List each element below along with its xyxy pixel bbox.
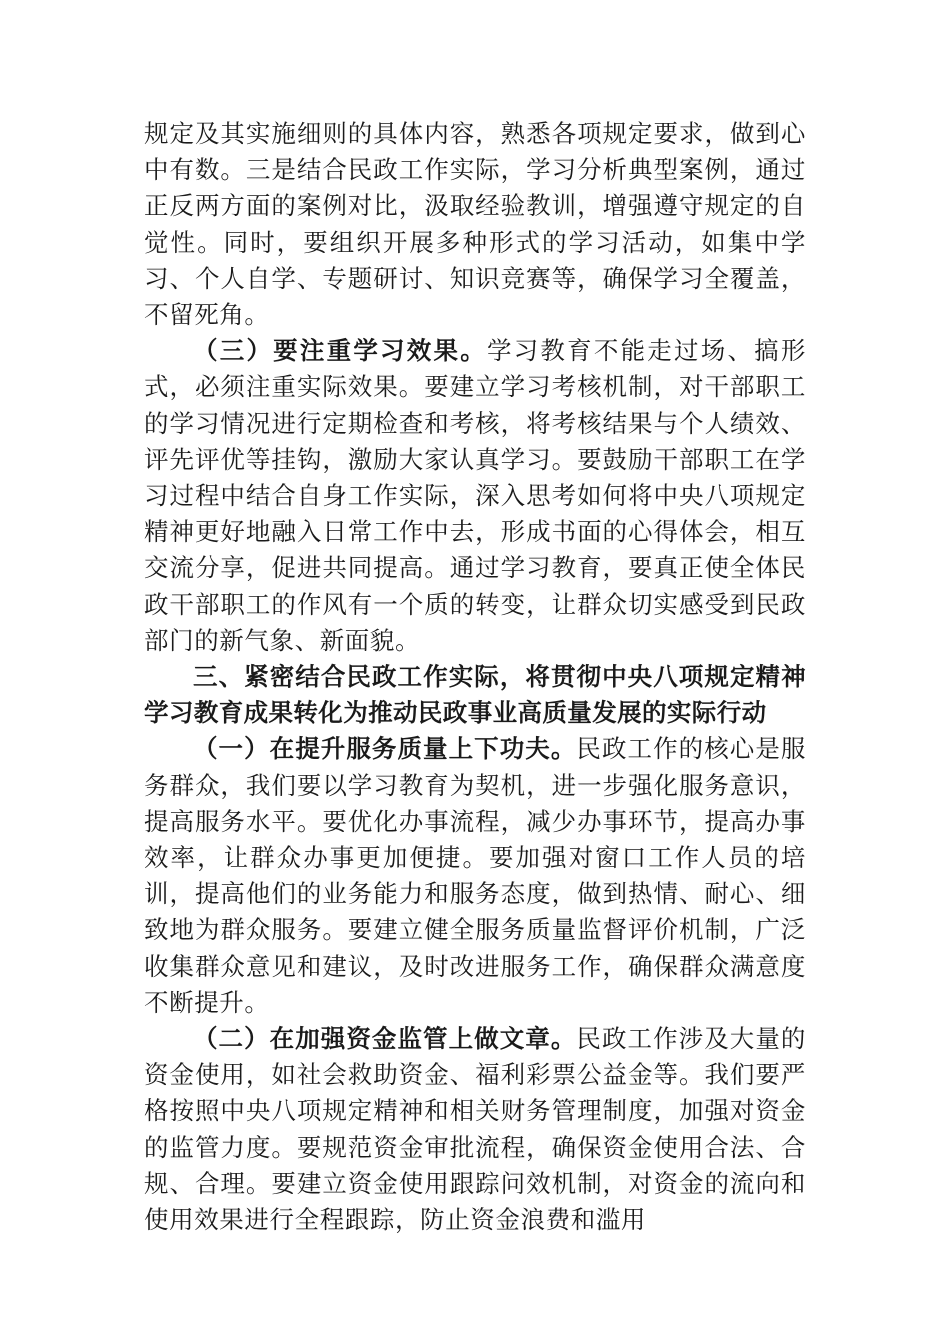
body-paragraph-1 xyxy=(144,116,806,333)
body-paragraph-3 xyxy=(144,731,806,1021)
paragraph-text: 规定及其实施细则的具体内容，熟悉各项规定要求，做到心中有数。三是结合民政工作实际，学习分析典型案例，通过正反两方面的案例对比，汲取经验教训，增强遵守规定的自觉性。同时，要组织开展多种形式的学习活动，如集中学习、个人自学、专题研讨、知识竞赛等，确保学习全覆盖，不留死角。 xyxy=(144,119,806,330)
paragraph-lead: （三）要注重学习效果。 xyxy=(193,336,487,366)
paragraph-lead: （二）在加强资金监管上做文章。 xyxy=(193,1024,577,1054)
body-paragraph-2 xyxy=(144,333,806,659)
paragraph-text: 民政工作的核心是服务群众，我们要以学习教育为契机，进一步强化服务意识，提高服务水平。要优化办事流程，减少办事环节，提高办事效率，让群众办事更加便捷。要加强对窗口工作人员的培训，提高他们的业务能力和服务态度，做到热情、耐心、细致地为群众服务。要建立健全服务质量监督评价机制，广泛收集群众意见和建议，及时改进服务工作，确保群众满意度不断提升。 xyxy=(144,734,807,1017)
body-paragraph-4 xyxy=(144,1021,806,1238)
paragraph-lead: （一）在提升服务质量上下功夫。 xyxy=(193,734,577,764)
section-heading: 三、紧密结合民政工作实际，将贯彻中央八项规定精神学习教育成果转化为推动民政事业高质量发展的实际行动 xyxy=(144,662,806,728)
document-page xyxy=(144,116,806,1238)
paragraph-text: 民政工作涉及大量的资金使用，如社会救助资金、福利彩票公益金等。我们要严格按照中央八项规定精神和相关财务管理制度，加强对资金的监管力度。要规范资金审批流程，确保资金使用合法、合规、合理。要建立资金使用跟踪问效机制，对资金的流向和使用效果进行全程跟踪，防止资金浪费和滥用 xyxy=(144,1024,807,1235)
paragraph-text: 学习教育不能走过场、搞形式，必须注重实际效果。要建立学习考核机制，对干部职工的学习情况进行定期检查和考核，将考核结果与个人绩效、评先评优等挂钩，激励大家认真学习。要鼓励干部职工在学习过程中结合自身工作实际，深入思考如何将中央八项规定精神更好地融入日常工作中去，形成书面的心得体会，相互交流分享，促进共同提高。通过学习教育，要真正使全体民政干部职工的作风有一个质的转变，让群众切实感受到民政部门的新气象、新面貌。 xyxy=(144,336,806,655)
